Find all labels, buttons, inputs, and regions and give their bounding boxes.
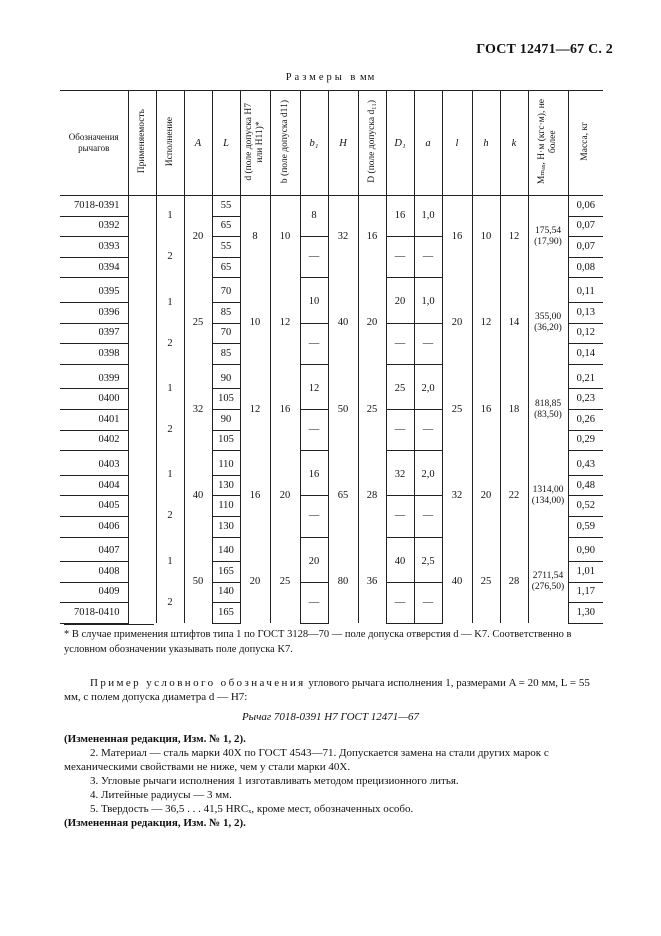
col-D: D (поле допуска d₁₁): [358, 91, 386, 196]
cell-designation: 0398: [60, 344, 128, 365]
cell-mass: 0,07: [568, 216, 603, 237]
cell-d: 8: [240, 196, 270, 278]
cell-D: 20: [358, 282, 386, 364]
cell-mass: 1,01: [568, 562, 603, 583]
cell-A: 20: [184, 196, 212, 278]
cell-L: 85: [212, 302, 240, 323]
note-radii: 4. Литейные радиусы — 3 мм.: [90, 789, 232, 801]
cell-a: —: [414, 237, 442, 278]
cell-mass: 0,43: [568, 455, 603, 475]
cell-a: 1,0: [414, 282, 442, 323]
cell-designation: 0403: [60, 455, 128, 475]
note-casting: 3. Угловые рычаги исполнения 1 изготавливать методом прецизионного литья.: [90, 775, 459, 787]
cell-D1: 25: [386, 369, 414, 410]
cell-k: 14: [500, 282, 528, 364]
cell-D1: —: [386, 496, 414, 537]
cell-designation: 0401: [60, 409, 128, 430]
footnote: * В случае применения штифтов типа 1 по ГОСТ 3128—70 — поле допуска отверстия d — K7. Соответственно в условном обозначении указывать поле допуска K7.: [64, 629, 572, 655]
cell-A: 50: [184, 542, 212, 624]
cell-a: 1,0: [414, 196, 442, 237]
cell-L: 105: [212, 430, 240, 451]
cell-b1: 16: [300, 455, 328, 496]
cell-h: 25: [472, 542, 500, 624]
cell-L: 85: [212, 344, 240, 365]
cell-L: 90: [212, 409, 240, 430]
cell-h: 10: [472, 196, 500, 278]
col-l: l: [442, 91, 472, 196]
cell-b: 25: [270, 542, 300, 624]
cell-designation: 0393: [60, 237, 128, 258]
cell-version: 2: [156, 323, 184, 364]
col-k: k: [500, 91, 528, 196]
col-moment: Mₘₐₓ, Н·м (кгс·м), не более: [528, 91, 568, 196]
cell-A: 25: [184, 282, 212, 364]
cell-a: —: [414, 323, 442, 364]
cell-b: 12: [270, 282, 300, 364]
cell-D1: —: [386, 323, 414, 364]
cell-designation: 7018-0391: [60, 196, 128, 217]
cell-L: 165: [212, 603, 240, 624]
col-b1: b₁: [300, 91, 328, 196]
cell-D1: 32: [386, 455, 414, 496]
cell-L: 90: [212, 369, 240, 389]
cell-mass: 0,59: [568, 516, 603, 537]
cell-d: 20: [240, 542, 270, 624]
cell-version: 1: [156, 455, 184, 496]
cell-h: 20: [472, 455, 500, 537]
cell-k: 28: [500, 542, 528, 624]
col-a: a: [414, 91, 442, 196]
cell-designation: 0409: [60, 582, 128, 603]
cell-version: 1: [156, 282, 184, 323]
caption-unit: в мм: [350, 72, 376, 83]
cell-D1: —: [386, 409, 414, 450]
footnote-rule: [64, 624, 154, 625]
cell-h: 16: [472, 369, 500, 451]
cell-L: 65: [212, 216, 240, 237]
cell-application: [128, 282, 156, 364]
table-row: [60, 369, 603, 389]
cell-b1: —: [300, 409, 328, 450]
cell-moment: 1314,00 (134,00): [528, 455, 568, 537]
cell-version: 2: [156, 409, 184, 450]
cell-L: 140: [212, 582, 240, 603]
cell-designation: 0396: [60, 302, 128, 323]
cell-moment: 355,00 (36,20): [528, 282, 568, 364]
cell-application: [128, 369, 156, 451]
cell-designation: 0407: [60, 542, 128, 562]
cell-l: 40: [442, 542, 472, 624]
cell-d: 10: [240, 282, 270, 364]
cell-designation: 0394: [60, 257, 128, 278]
cell-mass: 1,30: [568, 603, 603, 624]
cell-l: 16: [442, 196, 472, 278]
page-header: ГОСТ 12471—67 С. 2: [476, 42, 613, 57]
cell-b1: 10: [300, 282, 328, 323]
cell-designation: 0395: [60, 282, 128, 302]
cell-L: 110: [212, 455, 240, 475]
cell-b1: —: [300, 237, 328, 278]
cell-mass: 0,14: [568, 344, 603, 365]
cell-b1: 8: [300, 196, 328, 237]
cell-D1: —: [386, 237, 414, 278]
cell-designation: 0405: [60, 496, 128, 517]
col-designation: Обозначения рычагов: [60, 91, 128, 196]
cell-mass: 0,11: [568, 282, 603, 302]
cell-D1: —: [386, 582, 414, 623]
cell-k: 22: [500, 455, 528, 537]
cell-b: 16: [270, 369, 300, 451]
cell-mass: 0,06: [568, 196, 603, 217]
cell-b1: —: [300, 323, 328, 364]
cell-D: 28: [358, 455, 386, 537]
cell-a: —: [414, 409, 442, 450]
cell-application: [128, 196, 156, 278]
cell-designation: 0397: [60, 323, 128, 344]
example-text-1: углового рычага исполнения 1, размерами: [305, 677, 506, 689]
table-row: [60, 455, 603, 475]
cell-mass: 0,21: [568, 369, 603, 389]
cell-D1: 16: [386, 196, 414, 237]
cell-D: 16: [358, 196, 386, 278]
table-caption: [0, 72, 661, 83]
cell-a: 2,0: [414, 455, 442, 496]
cell-mass: 0,90: [568, 542, 603, 562]
col-H: H: [328, 91, 358, 196]
table-body: [60, 196, 603, 624]
cell-version: 1: [156, 369, 184, 410]
cell-L: 130: [212, 475, 240, 496]
cell-b1: 20: [300, 542, 328, 583]
cell-version: 2: [156, 496, 184, 537]
cell-L: 140: [212, 542, 240, 562]
cell-a: —: [414, 582, 442, 623]
table-row: [60, 542, 603, 562]
cell-L: 165: [212, 562, 240, 583]
col-D1: D₁: [386, 91, 414, 196]
cell-designation: 0408: [60, 562, 128, 583]
cell-designation: 0392: [60, 216, 128, 237]
cell-mass: 0,29: [568, 430, 603, 451]
table-row: [60, 196, 603, 217]
cell-H: 40: [328, 282, 358, 364]
cell-mass: 0,48: [568, 475, 603, 496]
caption-text: Размеры: [285, 72, 345, 83]
col-application: Применяемость: [128, 91, 156, 196]
cell-b: 20: [270, 455, 300, 537]
cell-L: 65: [212, 257, 240, 278]
cell-L: 70: [212, 323, 240, 344]
cell-version: 2: [156, 237, 184, 278]
cell-b1: —: [300, 496, 328, 537]
col-A: A: [184, 91, 212, 196]
cell-moment: 175,54 (17,90): [528, 196, 568, 278]
cell-b1: —: [300, 582, 328, 623]
col-d: d (поле допуска H7 или H11)*: [240, 91, 270, 196]
cell-designation: 7018-0410: [60, 603, 128, 624]
cell-mass: 0,07: [568, 237, 603, 258]
cell-designation: 0404: [60, 475, 128, 496]
cell-mass: 0,23: [568, 389, 603, 410]
example-paragraph: [64, 676, 604, 704]
cell-L: 110: [212, 496, 240, 517]
cell-L: 130: [212, 516, 240, 537]
cell-A: 40: [184, 455, 212, 537]
cell-D1: 20: [386, 282, 414, 323]
cell-designation: 0406: [60, 516, 128, 537]
col-b: b (поле допуска d11): [270, 91, 300, 196]
cell-H: 65: [328, 455, 358, 537]
table-row: [60, 282, 603, 302]
note-material: 2. Материал — сталь марки 40X по ГОСТ 4543—71. Допускается замена на стали других марок с механическими свойствами не ниже, чем у стали марки 40X.: [64, 747, 549, 773]
cell-moment: 2711,54 (276,50): [528, 542, 568, 624]
cell-a: —: [414, 496, 442, 537]
cell-k: 12: [500, 196, 528, 278]
header-row: [60, 91, 603, 196]
cell-version: 2: [156, 582, 184, 623]
cell-H: 50: [328, 369, 358, 451]
cell-h: 12: [472, 282, 500, 364]
cell-a: 2,0: [414, 369, 442, 410]
cell-designation: 0402: [60, 430, 128, 451]
cell-D: 36: [358, 542, 386, 624]
amendment-note-2: (Измененная редакция, Изм. № 1, 2).: [64, 817, 246, 829]
col-mass: Масса, кг: [568, 91, 603, 196]
cell-mass: 0,13: [568, 302, 603, 323]
col-version: Исполнение: [156, 91, 184, 196]
cell-L: 70: [212, 282, 240, 302]
cell-L: 55: [212, 196, 240, 217]
cell-H: 80: [328, 542, 358, 624]
cell-A: 32: [184, 369, 212, 451]
cell-designation: 0399: [60, 369, 128, 389]
cell-application: [128, 542, 156, 624]
example-designation: Рычаг 7018-0391 H7 ГОСТ 12471—67: [241, 711, 420, 723]
cell-D: 25: [358, 369, 386, 451]
col-L: L: [212, 91, 240, 196]
cell-mass: 0,12: [568, 323, 603, 344]
cell-mass: 0,26: [568, 409, 603, 430]
cell-H: 32: [328, 196, 358, 278]
cell-mass: 1,17: [568, 582, 603, 603]
cell-a: 2,5: [414, 542, 442, 583]
cell-b1: 12: [300, 369, 328, 410]
cell-moment: 818,85 (83,50): [528, 369, 568, 451]
cell-designation: 0400: [60, 389, 128, 410]
cell-l: 20: [442, 282, 472, 364]
cell-b: 10: [270, 196, 300, 278]
cell-d: 12: [240, 369, 270, 451]
cell-L: 105: [212, 389, 240, 410]
cell-application: [128, 455, 156, 537]
cell-d: 16: [240, 455, 270, 537]
cell-mass: 0,08: [568, 257, 603, 278]
example-lead: Пример условного обозначения: [90, 677, 306, 689]
amendment-note-1: (Измененная редакция, Изм. № 1, 2).: [64, 733, 246, 745]
cell-k: 18: [500, 369, 528, 451]
col-h: h: [472, 91, 500, 196]
cell-D1: 40: [386, 542, 414, 583]
cell-mass: 0,52: [568, 496, 603, 517]
cell-L: 55: [212, 237, 240, 258]
cell-l: 32: [442, 455, 472, 537]
note-hardness: 5. Твердость — 36,5 . . . 41,5 HRCₓ, кроме мест, обозначенных особо.: [90, 803, 414, 815]
cell-version: 1: [156, 542, 184, 583]
cell-version: 1: [156, 196, 184, 237]
cell-l: 25: [442, 369, 472, 451]
example-text-2: A = 20 мм, L = 55 мм, с полем допуска диаметра d — H7:: [64, 677, 590, 703]
dimensions-table: [60, 90, 603, 624]
